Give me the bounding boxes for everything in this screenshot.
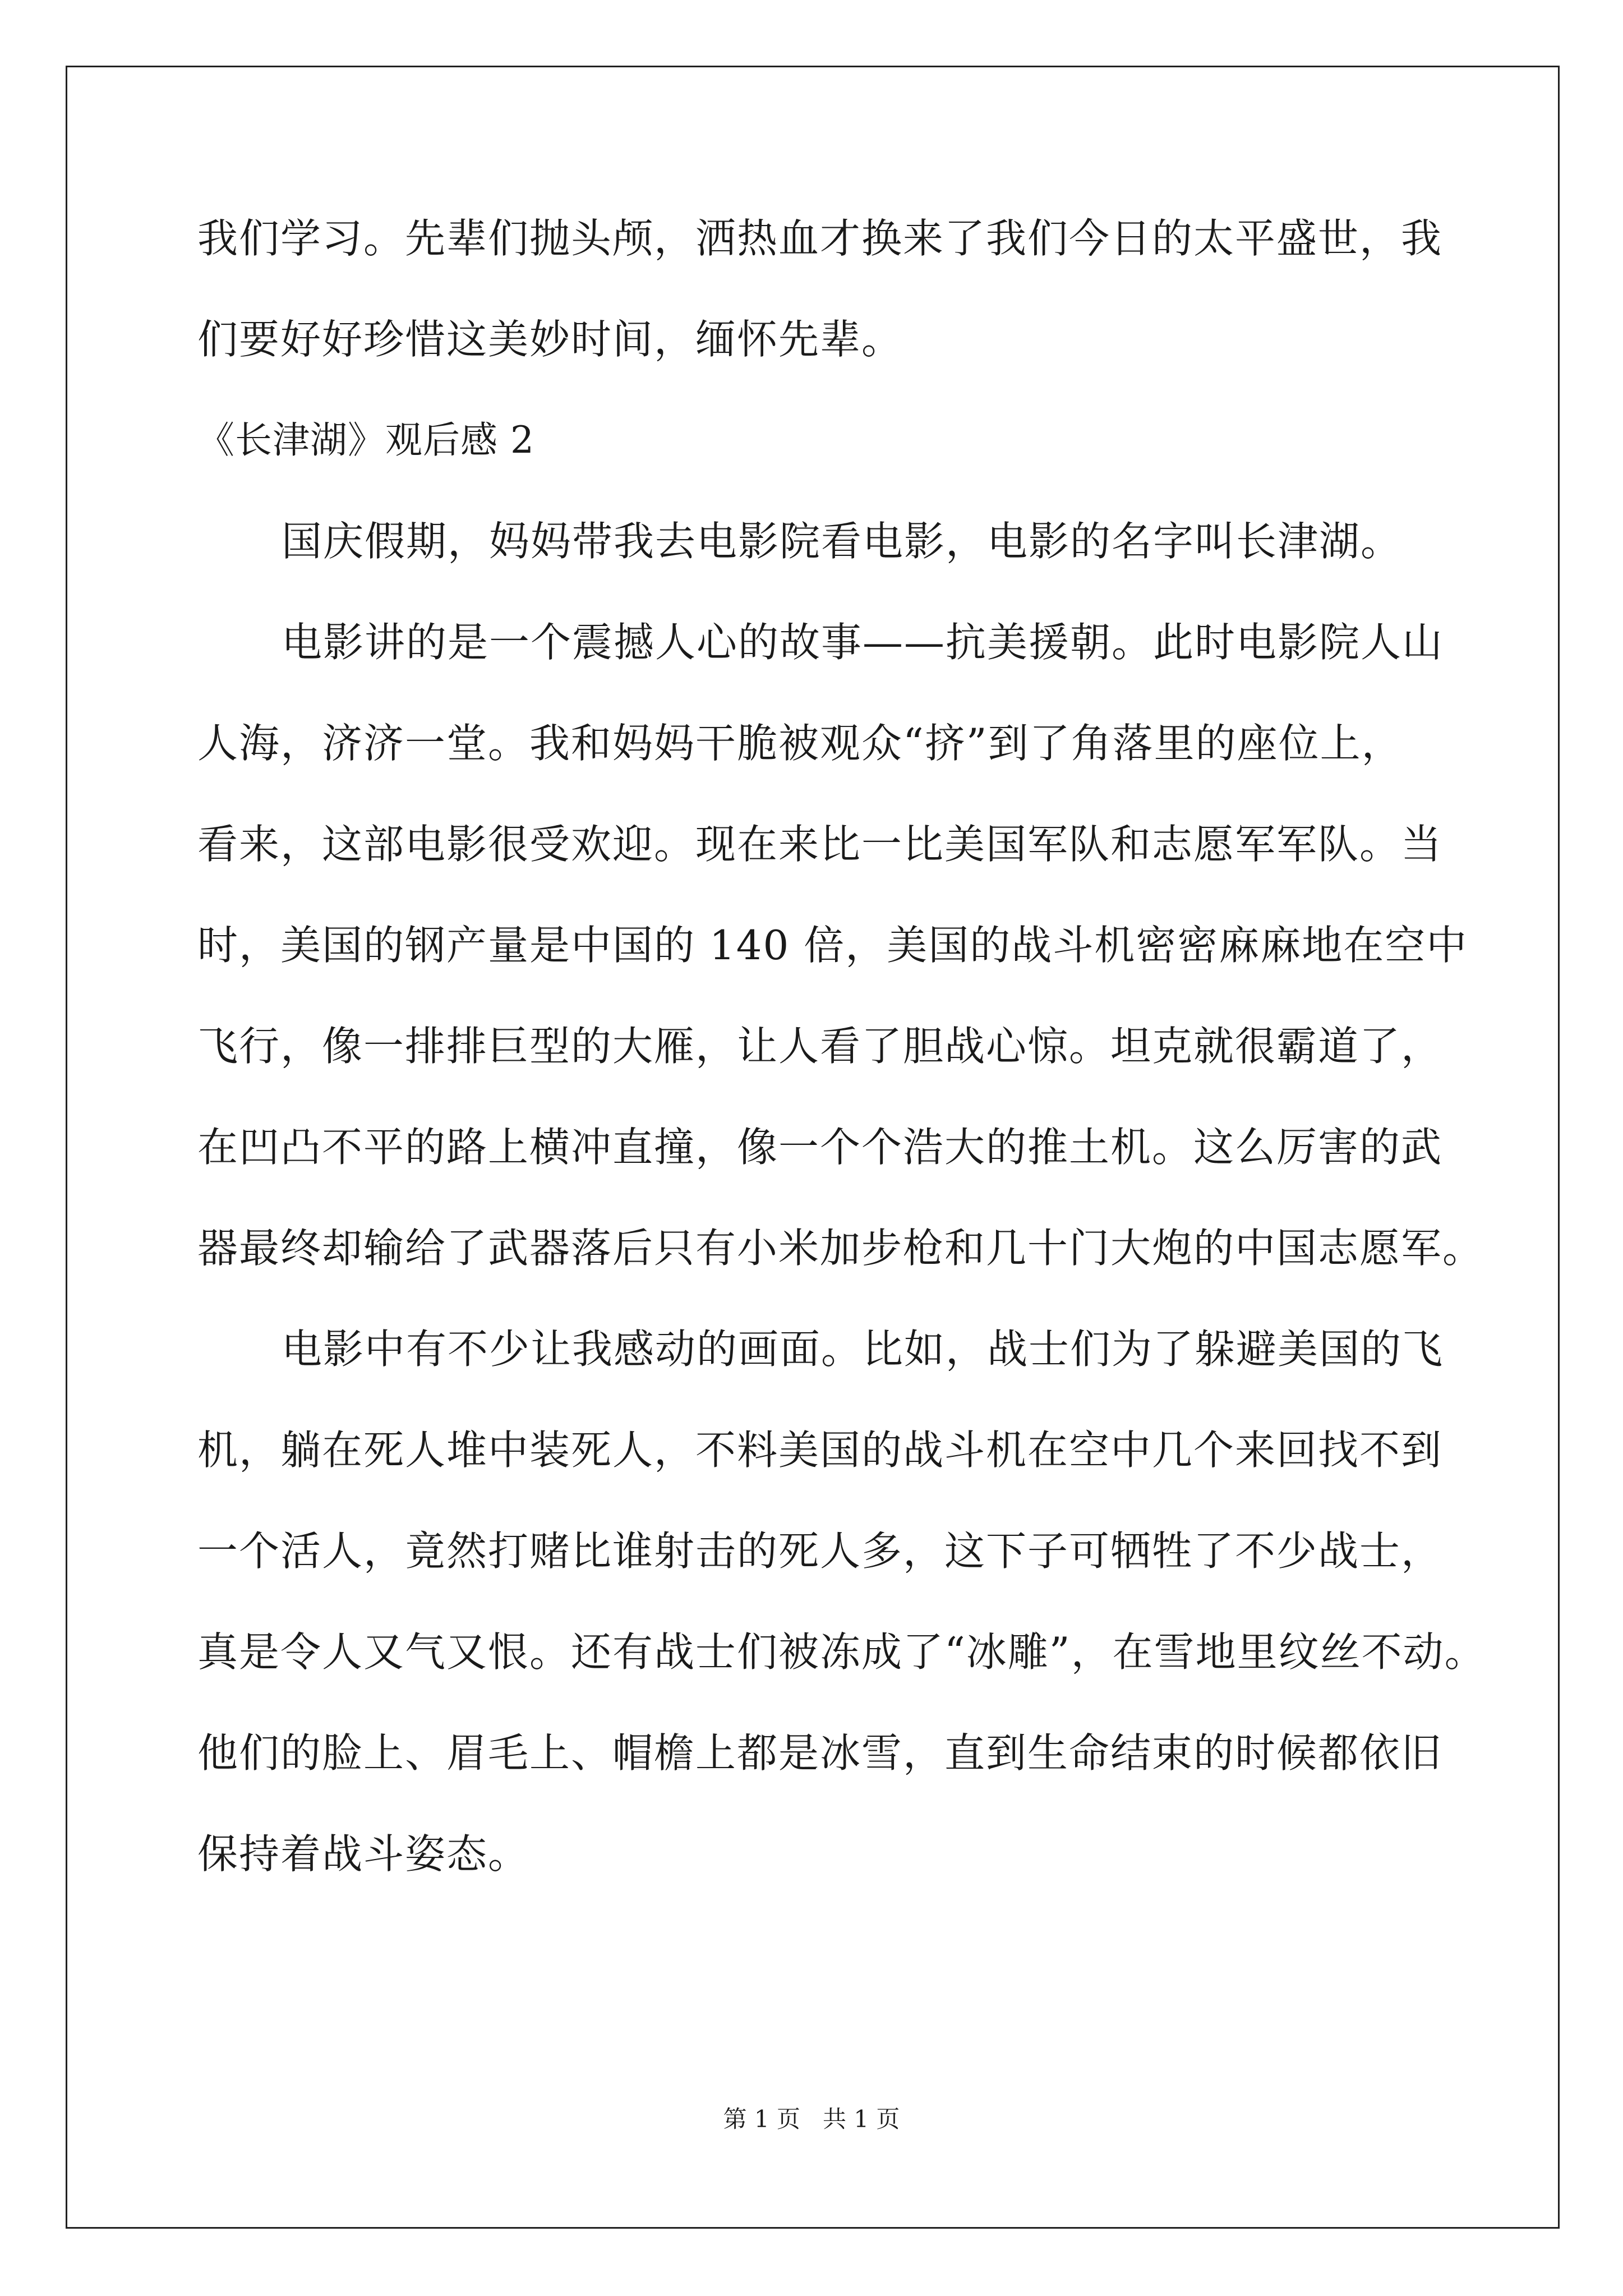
text-line: 人海，济济一堂。我和妈妈干脆被观众“挤”到了角落里的座位上，: [197, 720, 1403, 767]
text-line: 我们学习。先辈们抛头颅，洒热血才换来了我们今日的太平盛世，我: [197, 215, 1443, 262]
text-line: 一个活人，竟然打赌比谁射击的死人多，这下子可牺牲了不少战士，: [197, 1527, 1443, 1575]
paragraph-first-line: 电影中有不少让我感动的画面。比如，战士们为了躲避美国的飞: [282, 1326, 1444, 1373]
paragraph-first-line: 国庆假期，妈妈带我去电影院看电影，电影的名字叫长津湖。: [282, 518, 1403, 565]
page-footer: [0, 2105, 1623, 2133]
text-line: 时，美国的钢产量是中国的 140 倍，美国的战斗机密密麻麻地在空中: [197, 922, 1468, 969]
text-line: 机，躺在死人堆中装死人，不料美国的战斗机在空中几个来回找不到: [197, 1427, 1443, 1474]
document-body: [197, 213, 1486, 1930]
text-line: 他们的脸上、眉毛上、帽檐上都是冰雪，直到生命结束的时候都依旧: [197, 1729, 1443, 1777]
page-number: 第 1 页: [723, 2105, 800, 2133]
text-line: 飞行，像一排排巨型的大雁，让人看了胆战心惊。坦克就很霸道了，: [197, 1023, 1443, 1070]
text-line: 们要好好珍惜这美妙时间，缅怀先辈。: [197, 316, 903, 363]
text-line: 保持着战斗姿态。: [197, 1830, 530, 1878]
text-line: 在凹凸不平的路上横冲直撞，像一个个浩大的推土机。这么厉害的武: [197, 1124, 1443, 1171]
paragraph-first-line: 电影讲的是一个震撼人心的故事——抗美援朝。此时电影院人山: [282, 619, 1444, 666]
text-line: 真是令人又气又恨。还有战士们被冻成了“冰雕”，在雪地里纹丝不动。: [197, 1628, 1486, 1676]
text-line: 看来，这部电影很受欢迎。现在来比一比美国军队和志愿军军队。当: [197, 821, 1443, 868]
section-heading: 《长津湖》观后感 2: [197, 418, 534, 462]
page-total: 共 1 页: [823, 2105, 900, 2133]
text-line: 器最终却输给了武器落后只有小米加步枪和几十门大炮的中国志愿军。: [197, 1225, 1484, 1272]
